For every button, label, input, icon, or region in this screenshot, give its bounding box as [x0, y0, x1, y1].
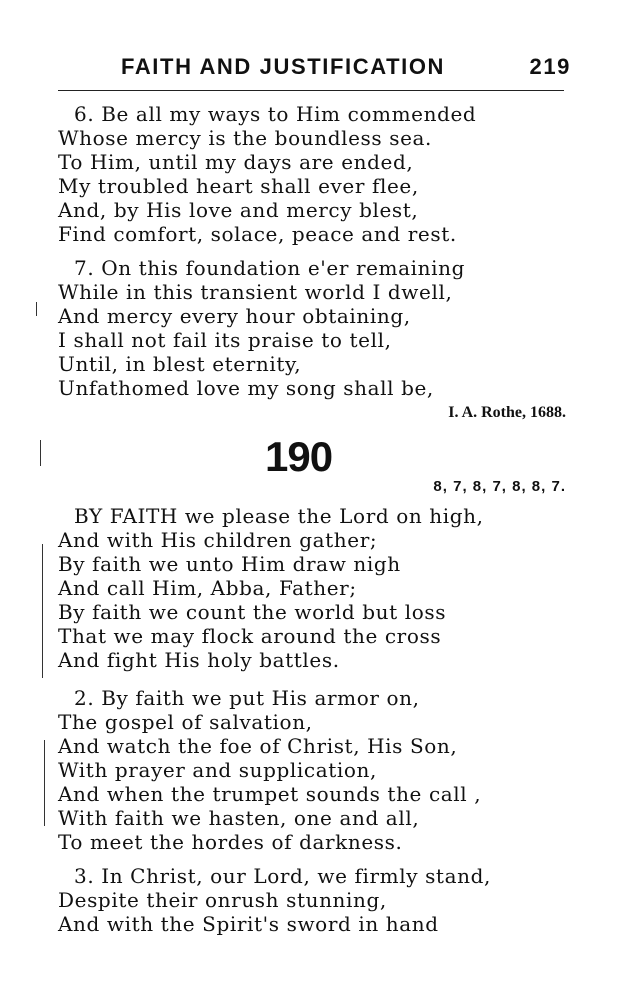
verse-line: Despite their onrush stunning,: [58, 888, 387, 912]
verse-line: By faith we unto Him draw nigh: [58, 552, 401, 576]
verse-line: And watch the foe of Christ, His Son,: [58, 734, 458, 758]
margin-mark: [44, 740, 45, 826]
margin-mark: [36, 302, 37, 316]
margin-mark: [40, 440, 41, 466]
verse-line: And mercy every hour obtaining,: [58, 304, 411, 328]
verse-line: And with the Spirit's sword in hand: [58, 912, 439, 936]
verse-line: Until, in blest eternity,: [58, 352, 302, 376]
verse-line: And when the trumpet sounds the call ,: [58, 782, 482, 806]
verse-line: With prayer and supplication,: [58, 758, 377, 782]
verse-line: The gospel of salvation,: [58, 710, 313, 734]
header-rule: [58, 90, 564, 91]
hymn-number: 190: [265, 433, 333, 480]
verse-line: Find comfort, solace, peace and rest.: [58, 222, 457, 246]
verse-line: 3. In Christ, our Lord, we firmly stand,: [74, 864, 491, 888]
verse-line: 7. On this foundation e'er remaining: [74, 256, 465, 280]
verse-line: And fight His holy battles.: [58, 648, 340, 672]
verse-line: My troubled heart shall ever flee,: [58, 174, 419, 198]
verse-line: To meet the hordes of darkness.: [58, 830, 403, 854]
verse-line: And, by His love and mercy blest,: [58, 198, 419, 222]
verse-line: BY FAITH we please the Lord on high,: [74, 504, 484, 528]
hymn-meter: 8, 7, 8, 7, 8, 8, 7.: [433, 478, 566, 495]
verse-line: 6. Be all my ways to Him commended: [74, 102, 477, 126]
verse-line: While in this transient world I dwell,: [58, 280, 453, 304]
verse-line: Whose mercy is the boundless sea.: [58, 126, 432, 150]
page-number: 219: [529, 54, 571, 79]
margin-mark: [42, 544, 43, 678]
verse-line: By faith we count the world but loss: [58, 600, 447, 624]
verse-line: And with His children gather;: [58, 528, 378, 552]
author-attribution: I. A. Rothe, 1688.: [448, 404, 566, 421]
verse-line: I shall not fail its praise to tell,: [58, 328, 392, 352]
running-header: [121, 54, 571, 84]
section-title: FAITH AND JUSTIFICATION: [121, 54, 446, 79]
verse-line: To Him, until my days are ended,: [58, 150, 414, 174]
verse-line: 2. By faith we put His armor on,: [74, 686, 420, 710]
verse-line: And call Him, Abba, Father;: [58, 576, 357, 600]
verse-line: With faith we hasten, one and all,: [58, 806, 420, 830]
verse-line: That we may flock around the cross: [58, 624, 442, 648]
verse-line: Unfathomed love my song shall be,: [58, 376, 434, 400]
